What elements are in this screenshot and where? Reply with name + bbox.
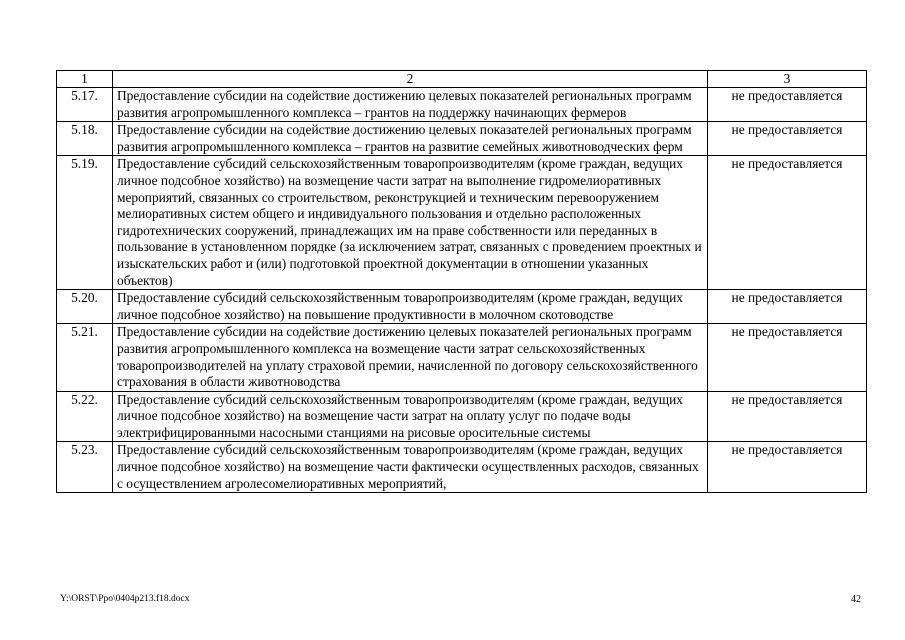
row-status: не предоставляется bbox=[708, 324, 867, 391]
row-description: Предоставление субсидий сельскохозяйственным товаропроизводителям (кроме граждан, ведущих личное подсобное хозяйство) на возмещение части затрат на оплату услуг по подаче воды электрифицированными насосными станциями на рисовые оросительные системы bbox=[113, 391, 708, 442]
table-row bbox=[57, 156, 867, 290]
row-status: не предоставляется bbox=[708, 156, 867, 290]
row-description: Предоставление субсидии на содействие достижению целевых показателей региональных программ развития агропромышленного комплекса – грантов на развитие семейных животноводческих ферм bbox=[113, 122, 708, 156]
row-status: не предоставляется bbox=[708, 122, 867, 156]
row-number: 5.18. bbox=[57, 122, 113, 156]
table-header-row bbox=[57, 71, 867, 88]
column-header-status: 3 bbox=[708, 71, 867, 88]
row-number: 5.21. bbox=[57, 324, 113, 391]
data-table bbox=[56, 70, 867, 493]
row-description: Предоставление субсидий сельскохозяйственным товаропроизводителям (кроме граждан, ведущих личное подсобное хозяйство) на возмещение части затрат на выполнение гидромелиоративных мероприятий, связанных со строительством, реконструкцией и техническим перевооружением мелиоративных систем общего и индивидуального пользования и отдельно расположенных гидротехнических сооружений, принадлежащих им на праве собственности или переданных в пользование в установленном порядке (за исключением затрат, связанных с проведением проектных и изыскательских работ и (или) подготовкой проектной документации в отношении указанных объектов) bbox=[113, 156, 708, 290]
row-number: 5.22. bbox=[57, 391, 113, 442]
table-row bbox=[57, 442, 867, 493]
row-number: 5.23. bbox=[57, 442, 113, 493]
row-status: не предоставляется bbox=[708, 290, 867, 324]
row-status: не предоставляется bbox=[708, 391, 867, 442]
page-number: 42 bbox=[851, 594, 861, 605]
table-row bbox=[57, 391, 867, 442]
row-description: Предоставление субсидий сельскохозяйственным товаропроизводителям (кроме граждан, ведущих личное подсобное хозяйство) на возмещение части фактически осуществленных расходов, связанных с осуществлением агролесомелиоративных мероприятий, bbox=[113, 442, 708, 493]
footer-file-path: Y:\ORST\Ppo\0404p213.f18.docx bbox=[60, 594, 190, 604]
table-row bbox=[57, 122, 867, 156]
column-header-description: 2 bbox=[113, 71, 708, 88]
table-row bbox=[57, 88, 867, 122]
table-row bbox=[57, 290, 867, 324]
row-number: 5.17. bbox=[57, 88, 113, 122]
row-description: Предоставление субсидий сельскохозяйственным товаропроизводителям (кроме граждан, ведущих личное подсобное хозяйство) на повышение продуктивности в молочном скотоводстве bbox=[113, 290, 708, 324]
row-number: 5.19. bbox=[57, 156, 113, 290]
table-row bbox=[57, 324, 867, 391]
row-status: не предоставляется bbox=[708, 88, 867, 122]
row-number: 5.20. bbox=[57, 290, 113, 324]
column-header-number: 1 bbox=[57, 71, 113, 88]
row-description: Предоставление субсидии на содействие достижению целевых показателей региональных программ развития агропромышленного комплекса на возмещение части затрат сельскохозяйственных товаропроизводителей на уплату страховой премии, начисленной по договору сельскохозяйственного страхования в области животноводства bbox=[113, 324, 708, 391]
row-status: не предоставляется bbox=[708, 442, 867, 493]
row-description: Предоставление субсидии на содействие достижению целевых показателей региональных программ развития агропромышленного комплекса – грантов на поддержку начинающих фермеров bbox=[113, 88, 708, 122]
